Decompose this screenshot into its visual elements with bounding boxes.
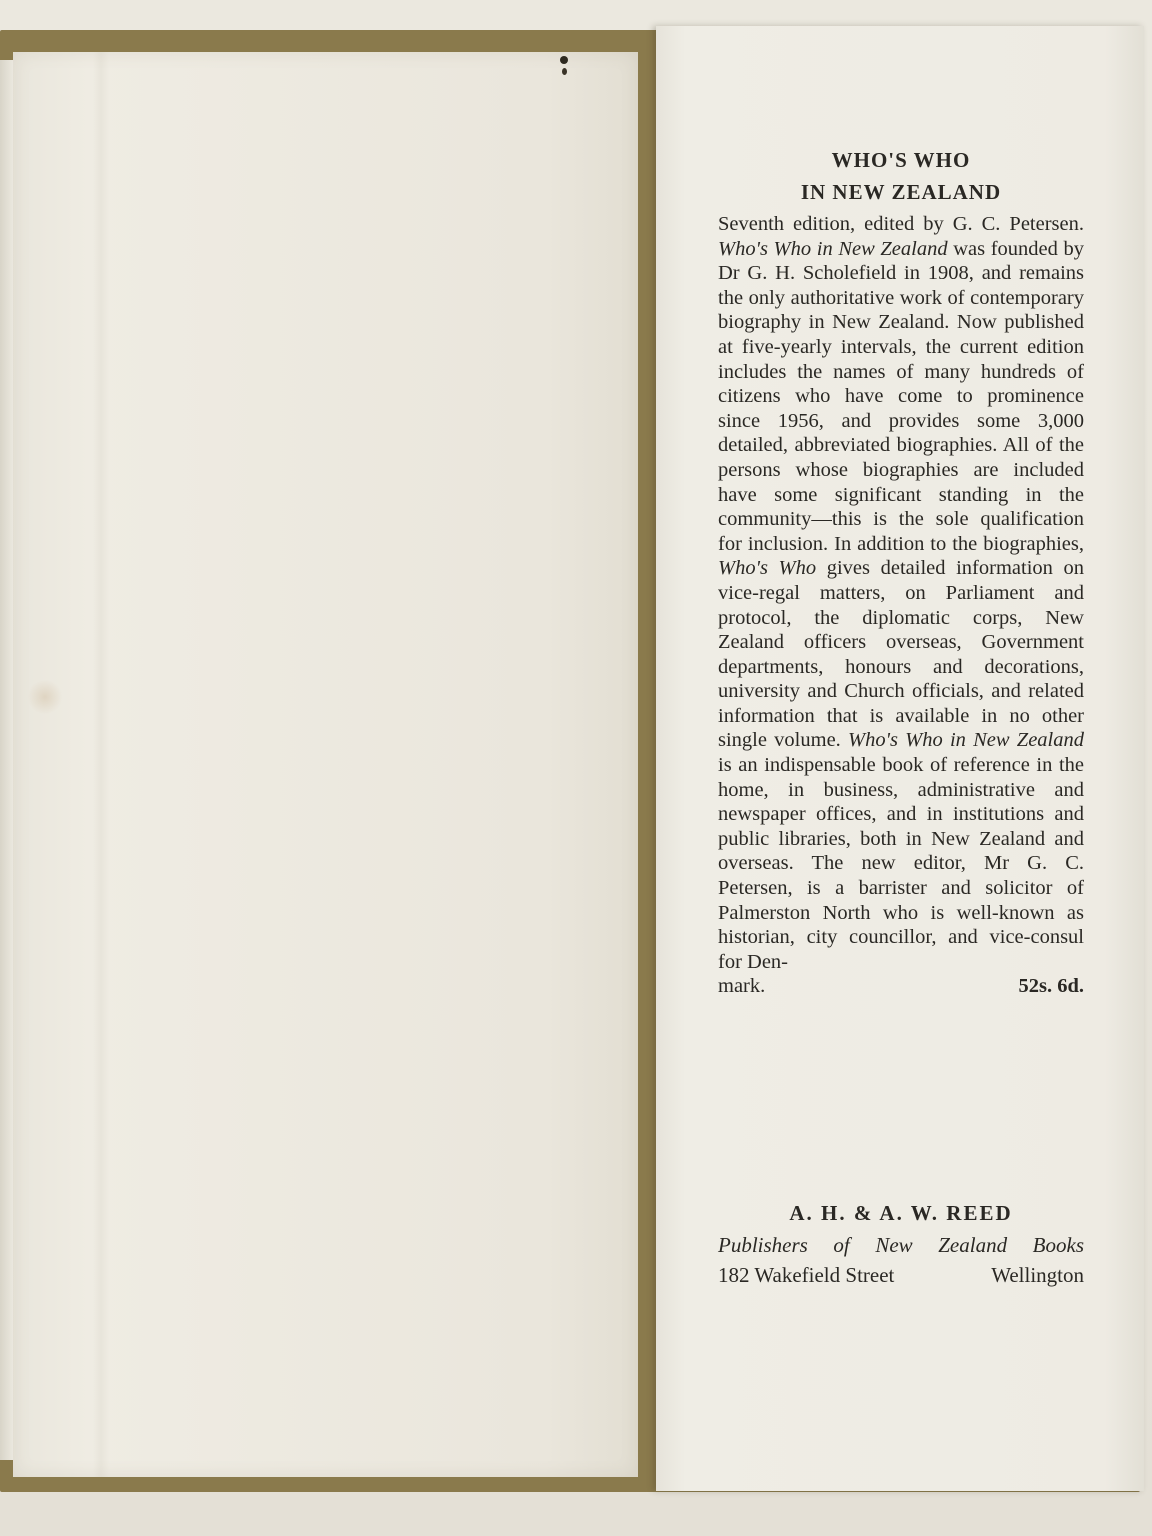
page-edge [0,60,14,1460]
flap-blurb [718,144,1084,999]
dust-jacket-flap [656,26,1144,1491]
price-line [718,974,1084,999]
endpaper-page [13,52,638,1477]
flap-title-line1: WHO'S WHO [831,148,971,172]
italic-title-text: Who's Who in New Zealand [718,237,948,260]
publisher-name: A. H. & A. W. REED [789,1201,1013,1225]
italic-title-text: Who's Who in New Zealand [848,729,1084,752]
body-text-run: was founded by Dr G. H. Scholefield in 1908, and remains the only authoritative work of contemporary biography in New Zealand. Now published at five-yearly intervals, the current edition includes the names of many hundreds of citizens who have come to prominence since 1956, and provides some 3,000 detailed, abbreviated biographies. All of the persons whose biographies are included have some significant standing in the community—this is the sole qualification for inclusion. In addition to the biographies, [718,237,1084,555]
price: 52s. 6d. [1018,975,1084,998]
paper-stain [27,680,63,714]
last-word: mark. [718,975,766,998]
publisher-tagline: Publishers of New Zealand Books [718,1233,1084,1257]
address-city: Wellington [991,1263,1084,1287]
flap-title-line2: IN NEW ZEALAND [800,180,1002,204]
body-text-run: is an indispensable book of reference in the home, in business, administrative and newspaper offices, and in institutions and public libraries, both in New Zealand and overseas. The new editor, Mr G. C. Petersen, is a barrister and solicitor of Palmerston North who is well-known as historian, city councillor, and vice-consul for Den- [718,754,1084,973]
page-shading [93,52,109,1477]
body-text-run: gives detailed information on vice-regal matters, on Parliament and protocol, the diplomatic corps, New Zealand officers overseas, Government departments, honours and decorations, university and Church officials, and related information that is available in no other single volume. [718,557,1084,752]
italic-title-text: Who's Who [718,557,817,580]
publisher-address [718,1260,1084,1290]
flap-body-text [718,212,1084,974]
body-text-run: Seventh edition, edited by G. C. Petersen. [718,213,1084,235]
flap-title [718,144,1084,208]
publisher-block [718,1196,1084,1290]
address-street: 182 Wakefield Street [718,1263,895,1287]
binding-hole [562,68,567,75]
binding-hole [560,56,568,64]
